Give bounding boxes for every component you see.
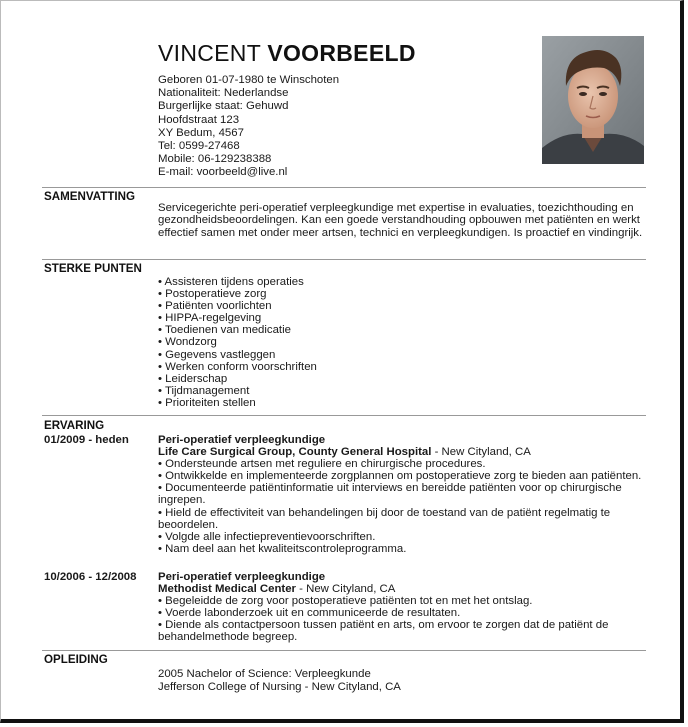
section-title-experience: ERVARING bbox=[44, 419, 105, 432]
list-item: • Ontwikkelde en implementeerde zorgplannen om postoperatieve zorg te bieden aan patiënten. bbox=[158, 470, 648, 482]
postal-city: XY Bedum, 4567 bbox=[158, 126, 244, 139]
job-entry bbox=[158, 434, 648, 555]
section-title-summary: SAMENVATTING bbox=[44, 190, 136, 203]
list-item: • Werken conform voorschriften bbox=[158, 361, 317, 373]
list-item: • Nam deel aan het kwaliteitscontroleprogramma. bbox=[158, 543, 648, 555]
birth-info: Geboren 01-07-1980 te Winschoten bbox=[158, 74, 340, 86]
section-divider bbox=[42, 259, 646, 260]
candidate-name bbox=[158, 40, 416, 67]
section-divider bbox=[42, 650, 646, 651]
list-item: • HIPPA-regelgeving bbox=[158, 312, 317, 324]
summary-text: Servicegerichte peri-operatief verpleegkundige met expertise in evaluaties, toezichthouding en gezondheidsbeoordelingen. Kan een goede verstandhouding opbouwen met patiënten en werkt effectief samen met onder meer artsen, technici en verpleegkundigen. Is proactief en vindingrijk. bbox=[158, 202, 643, 239]
section-title-strengths: STERKE PUNTEN bbox=[44, 262, 142, 275]
list-item: • Ondersteunde artsen met reguliere en chirurgische procedures. bbox=[158, 458, 648, 470]
job-dates: 01/2009 - heden bbox=[44, 434, 129, 446]
employer-location: - New Cityland, CA bbox=[295, 583, 396, 596]
last-name: VOORBEELD bbox=[267, 40, 416, 66]
section-divider bbox=[42, 187, 646, 188]
marital-status: Burgerlijke staat: Gehuwd bbox=[158, 100, 289, 113]
list-item: • Leiderschap bbox=[158, 373, 317, 385]
section-divider bbox=[42, 415, 646, 416]
nationality: Nationaliteit: Nederlandse bbox=[158, 87, 289, 100]
list-item: • Voerde labonderzoek uit en communiceerde de resultaten. bbox=[158, 607, 648, 619]
section-title-education: OPLEIDING bbox=[44, 653, 108, 666]
job-title: Peri-operatief verpleegkundige bbox=[158, 434, 326, 446]
list-item: • Volgde alle infectiepreventievoorschriften. bbox=[158, 531, 648, 543]
first-name: VINCENT bbox=[158, 40, 261, 66]
mobile: Mobile: 06-129238388 bbox=[158, 153, 272, 166]
list-item: • Diende als contactpersoon tussen patiënt en arts, om ervoor te zorgen dat de patiënt de behandelmethode begreep. bbox=[158, 619, 648, 643]
job-employer bbox=[158, 583, 648, 595]
street-address: Hoofdstraat 123 bbox=[158, 113, 240, 126]
list-item: • Tijdmanagement bbox=[158, 385, 317, 397]
list-item: • Postoperatieve zorg bbox=[158, 288, 317, 300]
list-item: • Wondzorg bbox=[158, 336, 317, 348]
list-item: • Documenteerde patiëntinformatie uit interviews en bereidde patiënten voor op chirurgische ingrepen. bbox=[158, 482, 648, 506]
list-item: • Hield de effectiviteit van behandelingen bij door de toestand van de patiënt regelmatig te beoordelen. bbox=[158, 507, 648, 531]
school: Jefferson College of Nursing - New Cityland, CA bbox=[158, 680, 401, 693]
employer-name: Life Care Surgical Group, County General Hospital bbox=[158, 446, 432, 459]
education-block bbox=[158, 668, 401, 693]
job-duties bbox=[158, 595, 648, 643]
email: E-mail: voorbeeld@live.nl bbox=[158, 166, 288, 179]
job-title: Peri-operatief verpleegkundige bbox=[158, 571, 326, 583]
list-item: • Patiënten voorlichten bbox=[158, 300, 317, 312]
job-dates: 10/2006 - 12/2008 bbox=[44, 571, 137, 583]
job-employer bbox=[158, 446, 648, 458]
list-item: • Begeleidde de zorg voor postoperatieve patiënten tot en met het ontslag. bbox=[158, 595, 648, 607]
list-item: • Toedienen van medicatie bbox=[158, 324, 317, 336]
contact-block bbox=[158, 74, 339, 180]
list-item: • Gegevens vastleggen bbox=[158, 349, 317, 361]
employer-location: - New Cityland, CA bbox=[431, 446, 531, 459]
job-entry bbox=[158, 571, 648, 644]
portrait-image bbox=[542, 36, 644, 164]
degree: 2005 Nachelor of Science: Verpleegkunde bbox=[158, 668, 371, 680]
profile-photo bbox=[542, 36, 644, 164]
job-duties bbox=[158, 458, 648, 555]
phone: Tel: 0599-27468 bbox=[158, 140, 240, 153]
strengths-list bbox=[158, 276, 317, 409]
list-item: • Prioriteiten stellen bbox=[158, 397, 317, 409]
employer-name: Methodist Medical Center bbox=[158, 583, 296, 596]
list-item: • Assisteren tijdens operaties bbox=[158, 276, 317, 288]
